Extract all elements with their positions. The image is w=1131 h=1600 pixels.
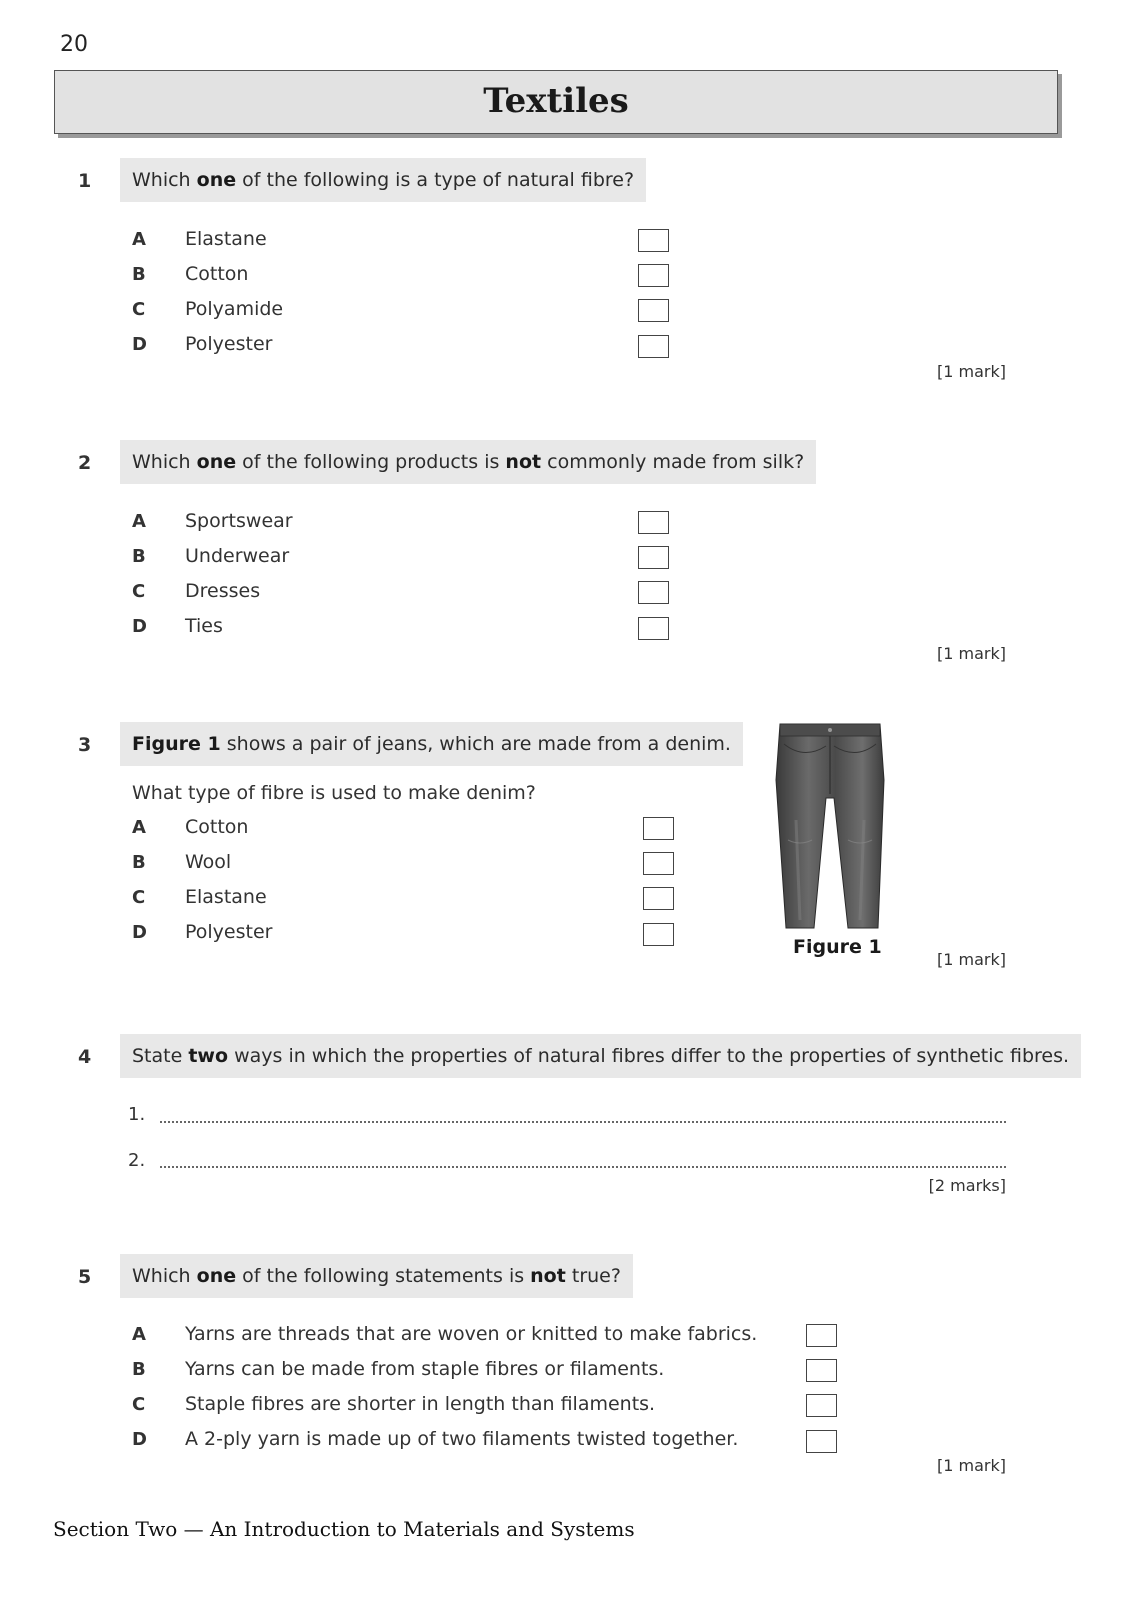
answer-checkbox[interactable] <box>638 264 669 287</box>
stem-text: of the following products is <box>236 451 506 473</box>
question-stem <box>120 440 816 484</box>
answer-checkbox[interactable] <box>638 229 669 252</box>
question-stem <box>120 1034 1081 1078</box>
stem-emphasis: one <box>196 169 237 191</box>
marks-label: [1 mark] <box>937 362 1006 381</box>
stem-emphasis: not <box>505 451 542 473</box>
option-text: Elastane <box>185 886 267 908</box>
stem-text: true? <box>565 1265 621 1287</box>
option-letter: B <box>132 264 146 285</box>
sub-question: What type of fibre is used to make denim? <box>132 782 536 804</box>
option-text: Cotton <box>185 816 249 838</box>
option-text: Elastane <box>185 228 267 250</box>
stem-text: of the following statements is <box>236 1265 531 1287</box>
option-letter: A <box>132 511 146 532</box>
stem-text: Which <box>132 169 197 191</box>
answer-checkbox[interactable] <box>806 1359 837 1382</box>
answer-checkbox[interactable] <box>643 887 674 910</box>
option-letter: A <box>132 1324 146 1345</box>
answer-line[interactable] <box>160 1121 1006 1123</box>
answer-checkbox[interactable] <box>643 852 674 875</box>
section-footer: Section Two — An Introduction to Materials and Systems <box>53 1517 635 1541</box>
option-letter: A <box>132 817 146 838</box>
answer-checkbox[interactable] <box>643 817 674 840</box>
answer-line-number: 1. <box>128 1104 146 1125</box>
answer-checkbox[interactable] <box>806 1430 837 1453</box>
option-text: Polyamide <box>185 298 284 320</box>
option-letter: C <box>132 887 146 908</box>
title-banner <box>54 70 1058 134</box>
option-text: Underwear <box>185 545 290 567</box>
stem-emphasis: Figure 1 <box>132 733 221 755</box>
question-stem <box>120 158 646 202</box>
option-text: Polyester <box>185 921 273 943</box>
page-title: Textiles <box>483 81 629 121</box>
option-text: A 2-ply yarn is made up of two filaments twisted together. <box>185 1428 739 1450</box>
answer-line-number: 2. <box>128 1150 146 1171</box>
option-letter: C <box>132 581 146 602</box>
question-stem <box>120 722 743 766</box>
option-letter: C <box>132 299 146 320</box>
option-text: Cotton <box>185 263 249 285</box>
page-number: 20 <box>60 32 88 57</box>
option-letter: C <box>132 1394 146 1415</box>
answer-checkbox[interactable] <box>638 511 669 534</box>
stem-text: shows a pair of jeans, which are made from a denim. <box>220 733 731 755</box>
option-letter: B <box>132 1359 146 1380</box>
stem-text: of the following is a type of natural fibre? <box>236 169 635 191</box>
answer-checkbox[interactable] <box>806 1324 837 1347</box>
marks-label: [1 mark] <box>937 644 1006 663</box>
marks-label: [2 marks] <box>928 1176 1006 1195</box>
question-number: 1 <box>78 170 92 192</box>
option-letter: D <box>132 1429 147 1450</box>
option-text: Dresses <box>185 580 261 602</box>
option-letter: D <box>132 334 147 355</box>
stem-text: State <box>132 1045 189 1067</box>
option-letter: D <box>132 616 147 637</box>
stem-emphasis: two <box>188 1045 229 1067</box>
stem-emphasis: one <box>196 1265 237 1287</box>
option-text: Wool <box>185 851 232 873</box>
stem-emphasis: not <box>530 1265 566 1287</box>
option-letter: D <box>132 922 147 943</box>
figure-caption: Figure 1 <box>793 936 882 958</box>
question-number: 2 <box>78 452 92 474</box>
question-stem <box>120 1254 633 1298</box>
option-text: Staple fibres are shorter in length than filaments. <box>185 1393 656 1415</box>
option-text: Ties <box>185 615 223 637</box>
answer-checkbox[interactable] <box>638 581 669 604</box>
option-text: Sportswear <box>185 510 293 532</box>
question-number: 3 <box>78 734 92 756</box>
question-number: 4 <box>78 1046 92 1068</box>
question-number: 5 <box>78 1266 92 1288</box>
marks-label: [1 mark] <box>937 1456 1006 1475</box>
option-text: Yarns are threads that are woven or knitted to make fabrics. <box>185 1323 758 1345</box>
answer-checkbox[interactable] <box>638 299 669 322</box>
stem-text: ways in which the properties of natural fibres differ to the properties of synthetic fibres. <box>228 1045 1070 1067</box>
answer-checkbox[interactable] <box>638 546 669 569</box>
answer-checkbox[interactable] <box>643 923 674 946</box>
marks-label: [1 mark] <box>937 950 1006 969</box>
answer-line[interactable] <box>160 1166 1006 1168</box>
answer-checkbox[interactable] <box>806 1394 837 1417</box>
stem-text: commonly made from silk? <box>541 451 805 473</box>
answer-checkbox[interactable] <box>638 335 669 358</box>
jeans-image <box>770 720 890 932</box>
option-letter: A <box>132 229 146 250</box>
option-text: Yarns can be made from staple fibres or filaments. <box>185 1358 665 1380</box>
option-text: Polyester <box>185 333 273 355</box>
stem-text: Which <box>132 451 197 473</box>
answer-checkbox[interactable] <box>638 617 669 640</box>
option-letter: B <box>132 546 146 567</box>
stem-text: Which <box>132 1265 197 1287</box>
option-letter: B <box>132 852 146 873</box>
stem-emphasis: one <box>196 451 237 473</box>
